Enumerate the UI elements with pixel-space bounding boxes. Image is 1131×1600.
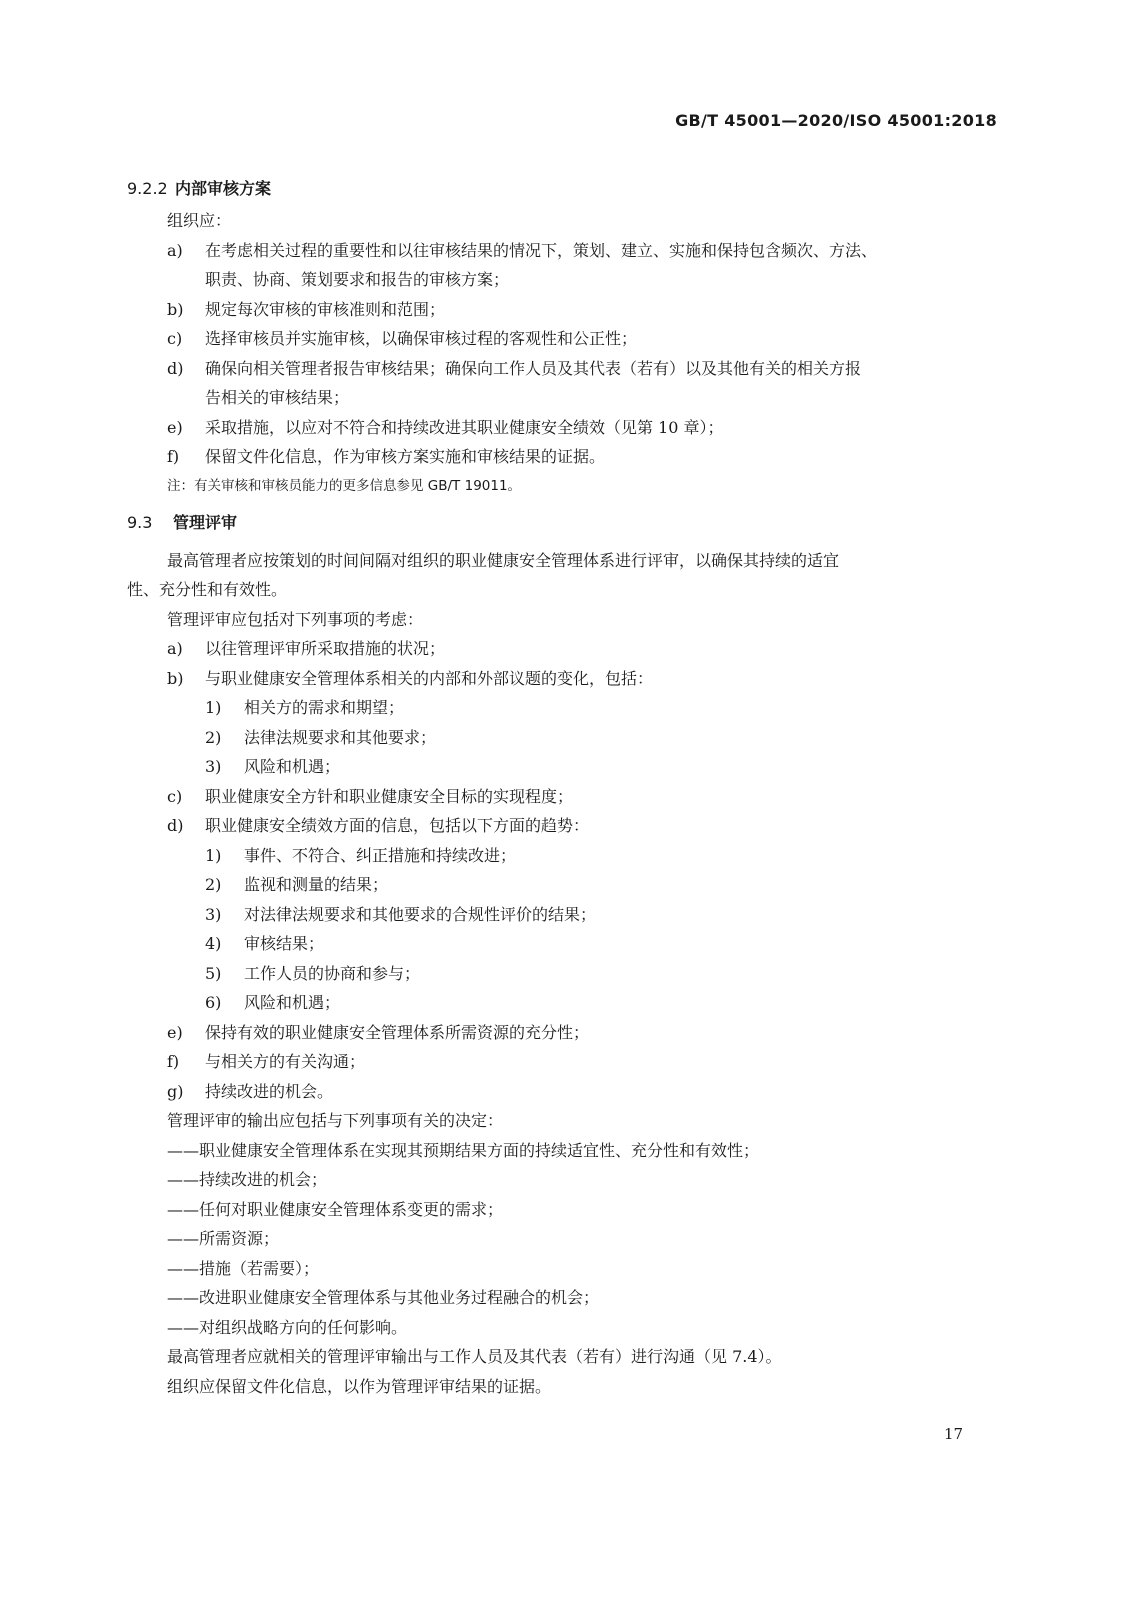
sub-list-text: 风险和机遇； [244, 993, 341, 1012]
list-text: 以往管理评审所采取措施的状况； [205, 639, 446, 658]
list-item [127, 236, 991, 295]
sub-list-item [127, 959, 991, 989]
list-text: 确保向相关管理者报告审核结果；确保向工作人员及其代表（若有）以及其他有关的相关方报 [205, 358, 862, 378]
sub-list-label: 6) [205, 993, 222, 1012]
list-text: 职责、协商、策划要求和报告的审核方案； [205, 270, 510, 289]
list-text: 采取措施，以应对不符合和持续改进其职业健康安全绩效（见第 10 章）； [205, 417, 724, 437]
list-text: 规定每次审核的审核准则和范围； [205, 299, 446, 319]
list-label: g) [167, 1081, 184, 1101]
dash-list-item: ——所需资源； [167, 1229, 280, 1248]
list-item [127, 413, 991, 443]
list-item [127, 811, 991, 841]
section-title: 管理评审 [173, 512, 238, 532]
section-heading-9-2-2 [127, 172, 991, 206]
dash-list-item: ——改进职业健康安全管理体系与其他业务过程融合的机会； [167, 1288, 600, 1307]
section-number: 9.2.2 [127, 179, 168, 198]
list-text: 保留文件化信息，作为审核方案实施和审核结果的证据。 [205, 447, 606, 466]
sub-list-item [127, 841, 991, 871]
sub-list-label: 5) [205, 963, 222, 983]
list-label: d) [167, 358, 184, 378]
page-content [127, 172, 991, 1401]
list-label: b) [167, 668, 184, 688]
list-item [127, 1047, 991, 1077]
sub-list-label: 3) [205, 904, 222, 924]
dash-list-item: ——对组织战略方向的任何影响。 [167, 1317, 408, 1337]
list-label: d) [167, 816, 184, 835]
section-number: 9.3 [127, 512, 153, 532]
sub-list-label: 4) [205, 934, 222, 953]
list-label: b) [167, 299, 184, 319]
sub-list-item [127, 870, 991, 900]
section-intro: 组织应： [167, 211, 232, 230]
list-text: 保持有效的职业健康安全管理体系所需资源的充分性； [205, 1022, 590, 1042]
list-label: e) [167, 417, 183, 437]
dash-list-item: ——任何对职业健康安全管理体系变更的需求； [167, 1199, 504, 1219]
closing-paragraph: 最高管理者应就相关的管理评审输出与工作人员及其代表（若有）进行沟通（见 7.4）。 [167, 1347, 782, 1366]
list-label: a) [167, 639, 183, 658]
list-text: 职业健康安全方针和职业健康安全目标的实现程度； [205, 786, 574, 806]
list-text: 持续改进的机会。 [205, 1081, 334, 1101]
list-item [127, 1018, 991, 1048]
list-text: 职业健康安全绩效方面的信息，包括以下方面的趋势： [205, 816, 590, 835]
paragraph-line: 最高管理者应按策划的时间间隔对组织的职业健康安全管理体系进行评审，以确保其持续的适宜 [167, 550, 840, 570]
section-title: 内部审核方案 [175, 179, 272, 198]
dash-list-item: ——持续改进的机会； [167, 1170, 328, 1189]
outputs-intro: 管理评审的输出应包括与下列事项有关的决定： [167, 1111, 504, 1130]
sub-list-text: 风险和机遇； [244, 757, 341, 776]
inputs-intro: 管理评审应包括对下列事项的考虑： [167, 609, 424, 629]
sub-list-text: 审核结果； [244, 934, 325, 953]
list-text: 与相关方的有关沟通； [205, 1052, 366, 1071]
section-heading-9-3 [127, 506, 991, 540]
sub-list-text: 监视和测量的结果； [244, 875, 389, 894]
list-label: f) [167, 1052, 180, 1071]
list-item [127, 634, 991, 664]
sub-list-item [127, 723, 991, 753]
sub-list-item [127, 693, 991, 723]
sub-list-text: 法律法规要求和其他要求； [244, 727, 437, 747]
sub-list-text: 相关方的需求和期望； [244, 698, 405, 717]
list-item [127, 1077, 991, 1107]
sub-list-text: 对法律法规要求和其他要求的合规性评价的结果； [244, 904, 597, 924]
standard-code-header: GB/T 45001—2020/ISO 45001:2018 [675, 111, 997, 130]
list-item [127, 442, 991, 472]
list-item [127, 354, 991, 413]
sub-list-item [127, 929, 991, 959]
sub-list-item [127, 752, 991, 782]
list-label: e) [167, 1022, 183, 1042]
list-text: 在考虑相关过程的重要性和以往审核结果的情况下，策划、建立、实施和保持包含频次、方法、 [205, 240, 878, 260]
dash-list-item: ——措施（若需要）； [167, 1258, 320, 1278]
page-number: 17 [944, 1425, 964, 1443]
list-label: c) [167, 786, 183, 806]
sub-list-item [127, 900, 991, 930]
sub-list-label: 3) [205, 757, 222, 776]
sub-list-text: 事件、不符合、纠正措施和持续改进； [244, 845, 517, 865]
list-label: f) [167, 447, 180, 466]
dash-list-item: ——职业健康安全管理体系在实现其预期结果方面的持续适宜性、充分性和有效性； [167, 1140, 760, 1160]
list-text: 告相关的审核结果； [205, 388, 350, 407]
list-item [127, 295, 991, 325]
list-item [127, 324, 991, 354]
sub-list-label: 2) [205, 875, 222, 894]
closing-paragraph: 组织应保留文件化信息，以作为管理评审结果的证据。 [167, 1376, 552, 1396]
sub-list-text: 工作人员的协商和参与； [244, 963, 421, 983]
list-label: c) [167, 329, 183, 348]
sub-list-label: 1) [205, 845, 222, 865]
note-text: 注：有关审核和审核员能力的更多信息参见 GB/T 19011。 [167, 477, 522, 494]
list-label: a) [167, 240, 183, 260]
paragraph-line: 性、充分性和有效性。 [127, 580, 288, 599]
list-item [127, 782, 991, 812]
list-item [127, 664, 991, 694]
sub-list-label: 1) [205, 698, 222, 717]
list-text: 选择审核员并实施审核，以确保审核过程的客观性和公正性； [205, 329, 638, 348]
sub-list-item [127, 988, 991, 1018]
sub-list-label: 2) [205, 727, 222, 747]
list-text: 与职业健康安全管理体系相关的内部和外部议题的变化，包括： [205, 668, 654, 688]
